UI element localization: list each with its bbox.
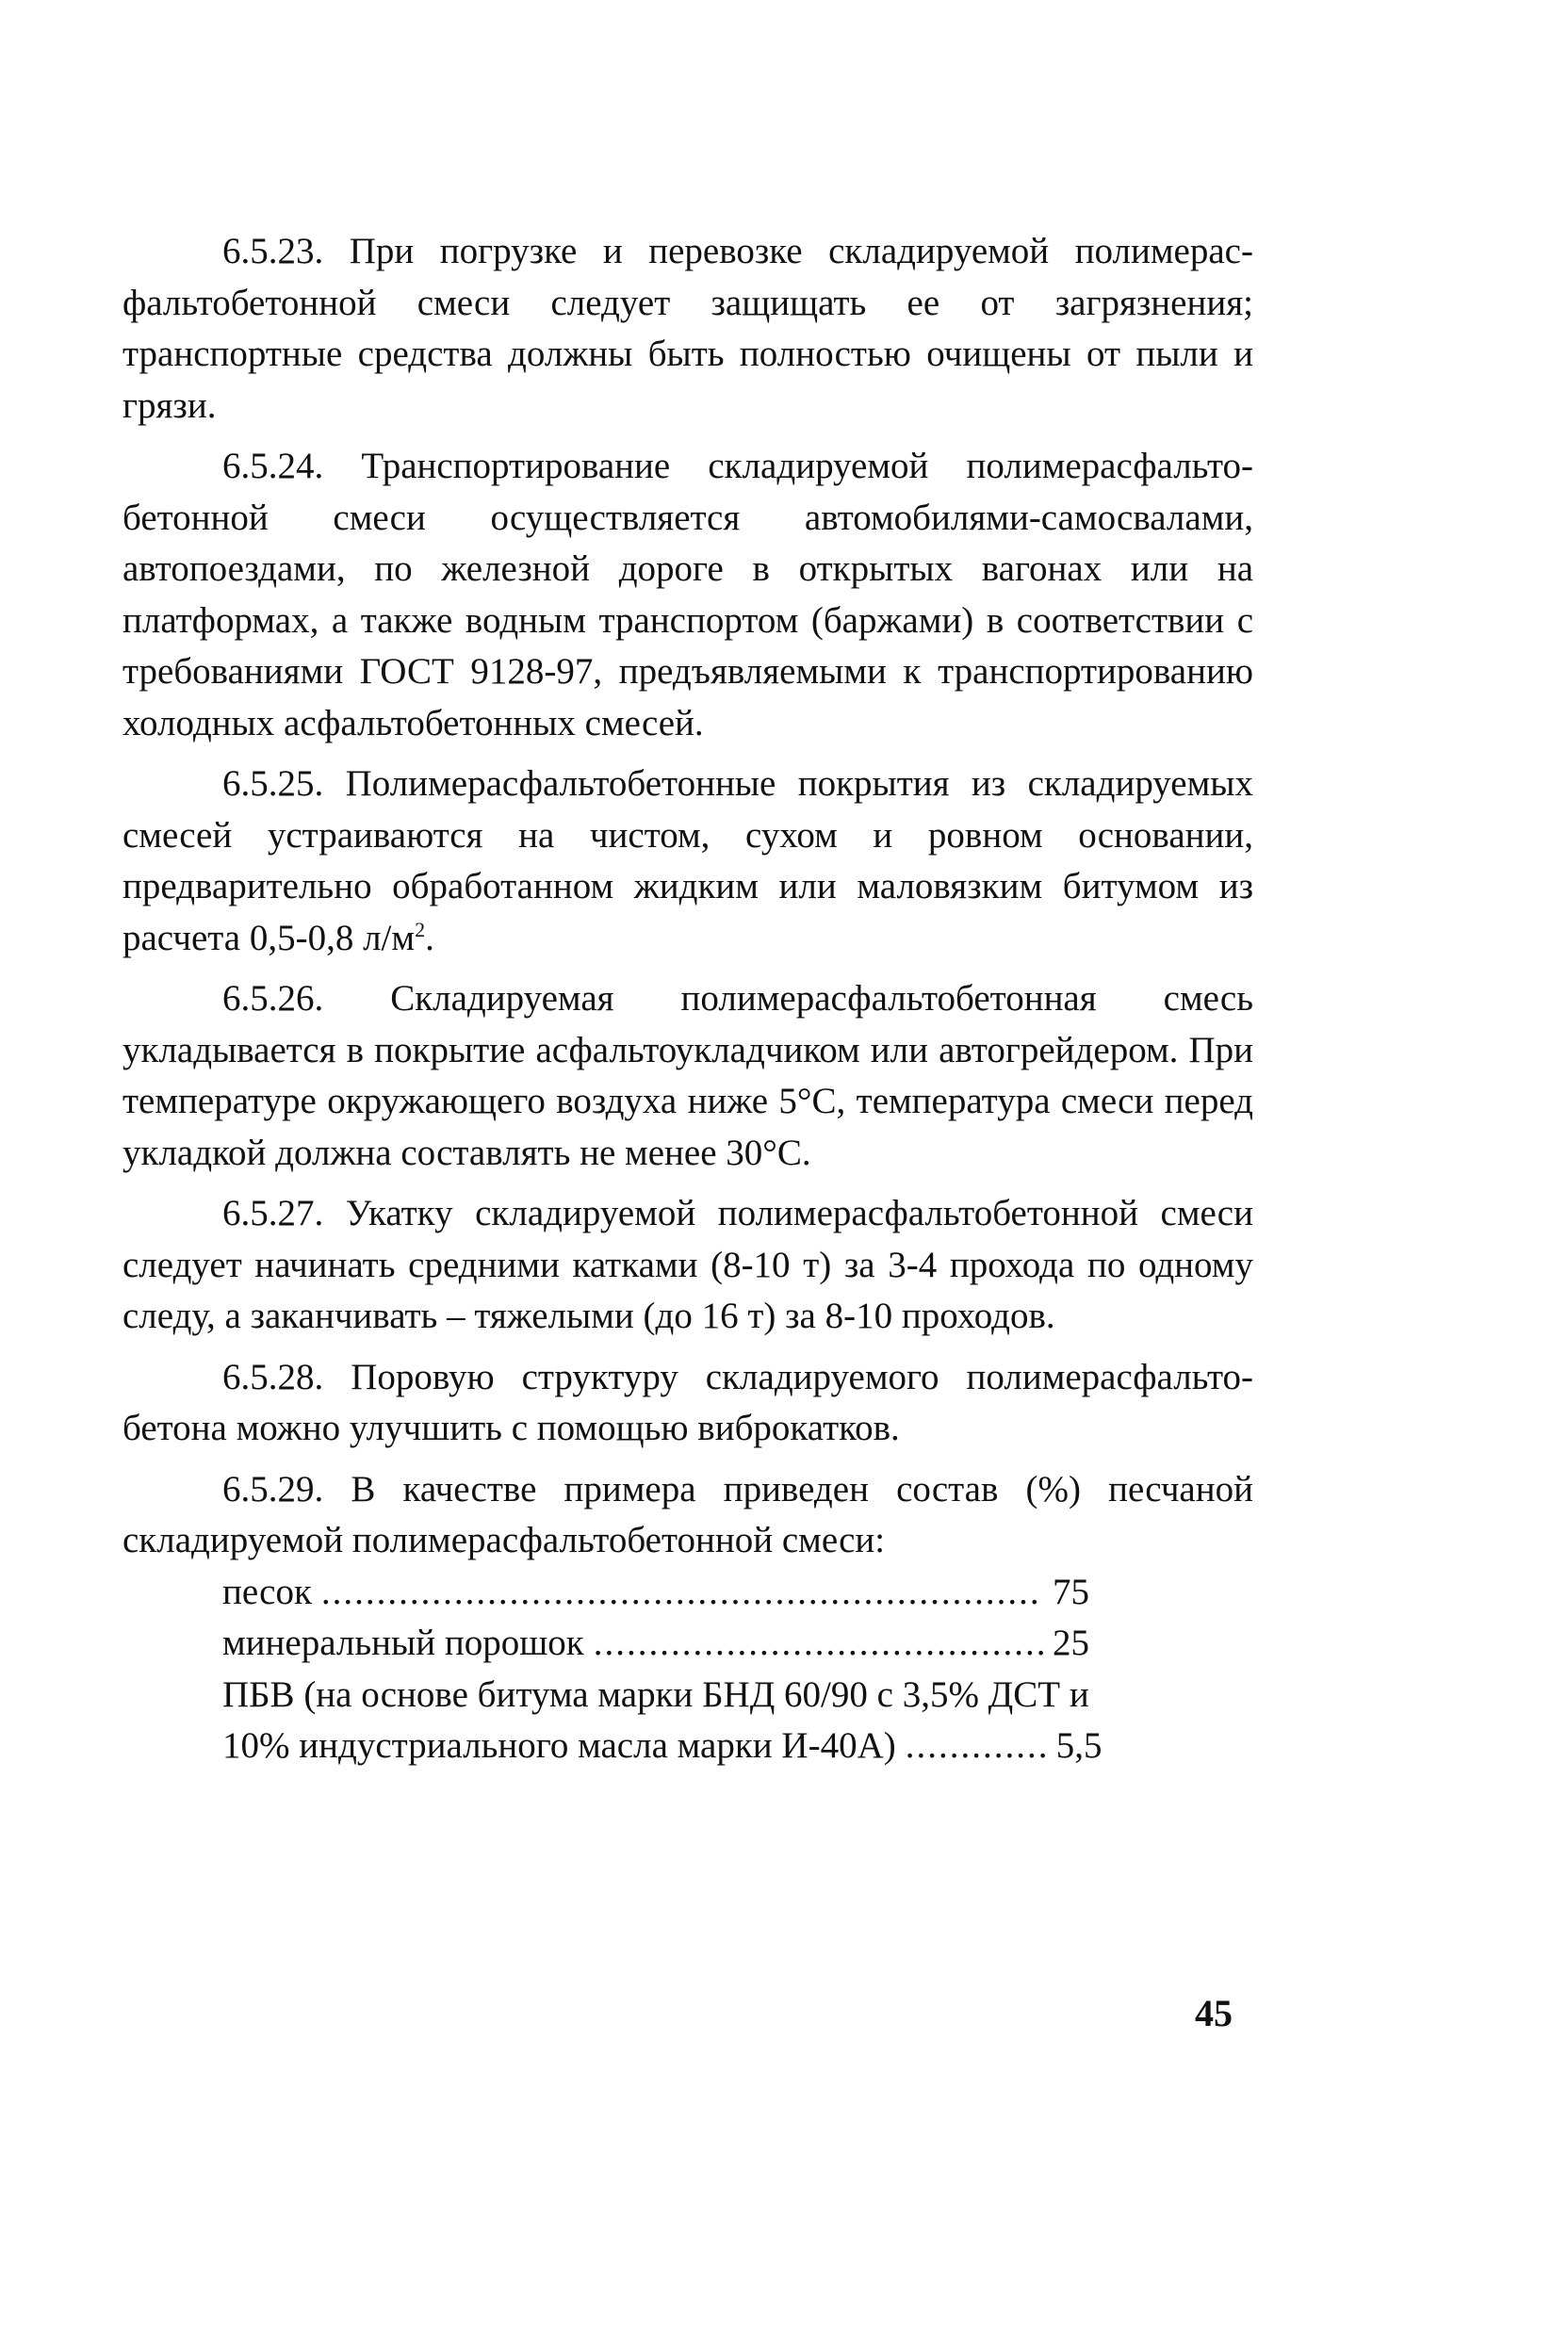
composition-item-value: 25 bbox=[1053, 1623, 1089, 1663]
composition-list bbox=[122, 1567, 1253, 1772]
paragraph-6-5-27: 6.5.27. Укатку складируемой полимерасфальтобетонной смеси следует начинать средними катками (8-10 т) за 3-4 прохода по одному следу, а заканчивать – тяжелыми (до 16 т) за 8-10 проходов. bbox=[122, 1193, 1253, 1336]
paragraph-6-5-25-text: 6.5.25. Полимерасфальтобетонные покрытия из складируемых смесей устраиваются на чистом, сухом и ровном основании, предварительно обработанном жидким или маловязким битумом из расчета 0,5-0,8 л/м bbox=[122, 763, 1253, 958]
paragraph-6-5-26: 6.5.26. Складируемая полимерасфальтобетонная смесь укладывается в покрытие асфальтоукладчиком или автогрейдером. При температуре окружающего воздуха ниже 5°С, температура смеси перед укладкой должна составлять не менее 30°С. bbox=[122, 978, 1253, 1173]
composition-binder-line1: ПБВ (на основе битума марки БНД 60/90 с 3,5% ДСТ и bbox=[222, 1673, 1089, 1715]
dot-leader bbox=[321, 1567, 1043, 1619]
composition-binder-line2-row bbox=[222, 1721, 1221, 1772]
dot-leader bbox=[906, 1721, 1047, 1772]
page-number: 45 bbox=[1195, 1992, 1233, 2034]
document-page bbox=[122, 226, 1253, 1772]
composition-row-binder bbox=[222, 1670, 1221, 1772]
paragraph-6-5-29: 6.5.29. В качестве примера приведен состав (%) песчаной складируемой полимерасфальтобетонной смеси: bbox=[122, 1468, 1253, 1560]
paragraph-6-5-25 bbox=[122, 759, 1253, 964]
composition-binder-value: 5,5 bbox=[1055, 1725, 1102, 1766]
dot-leader bbox=[594, 1618, 1043, 1670]
composition-item-name: минеральный порошок bbox=[222, 1623, 584, 1663]
composition-item-name: песок bbox=[222, 1571, 312, 1612]
composition-item-value: 75 bbox=[1053, 1571, 1089, 1612]
composition-binder-line2: 10% индустриального масла марки И-40А) bbox=[222, 1725, 896, 1766]
paragraph-6-5-25-tail: . bbox=[425, 917, 434, 958]
paragraph-6-5-23: 6.5.23. При погрузке и перевозке складируемой полимерасфальтобетонной смеси следует защищать ее от загрязнения; транспортные средства должны быть полностью очищены от пыли и грязи. bbox=[122, 231, 1253, 426]
composition-row-mineral-powder bbox=[222, 1618, 1089, 1670]
paragraph-6-5-24: 6.5.24. Транспортирование складируемой полимерасфальтобетонной смеси осуществляется автомобилями-самосвалами, автопоездами, по железной дороге в открытых вагонах или на платформах, а также водным транспортом (баржами) в соответствии с требованиями ГОСТ 9128-97, предъявляемыми к транспортированию холодных асфальтобетонных смесей. bbox=[122, 446, 1253, 743]
composition-row-sand bbox=[222, 1567, 1089, 1619]
paragraph-6-5-28: 6.5.28. Поровую структуру складируемого полимерасфальтобетона можно улучшить с помощью виброкатков. bbox=[122, 1356, 1253, 1448]
superscript-square: 2 bbox=[415, 917, 426, 941]
